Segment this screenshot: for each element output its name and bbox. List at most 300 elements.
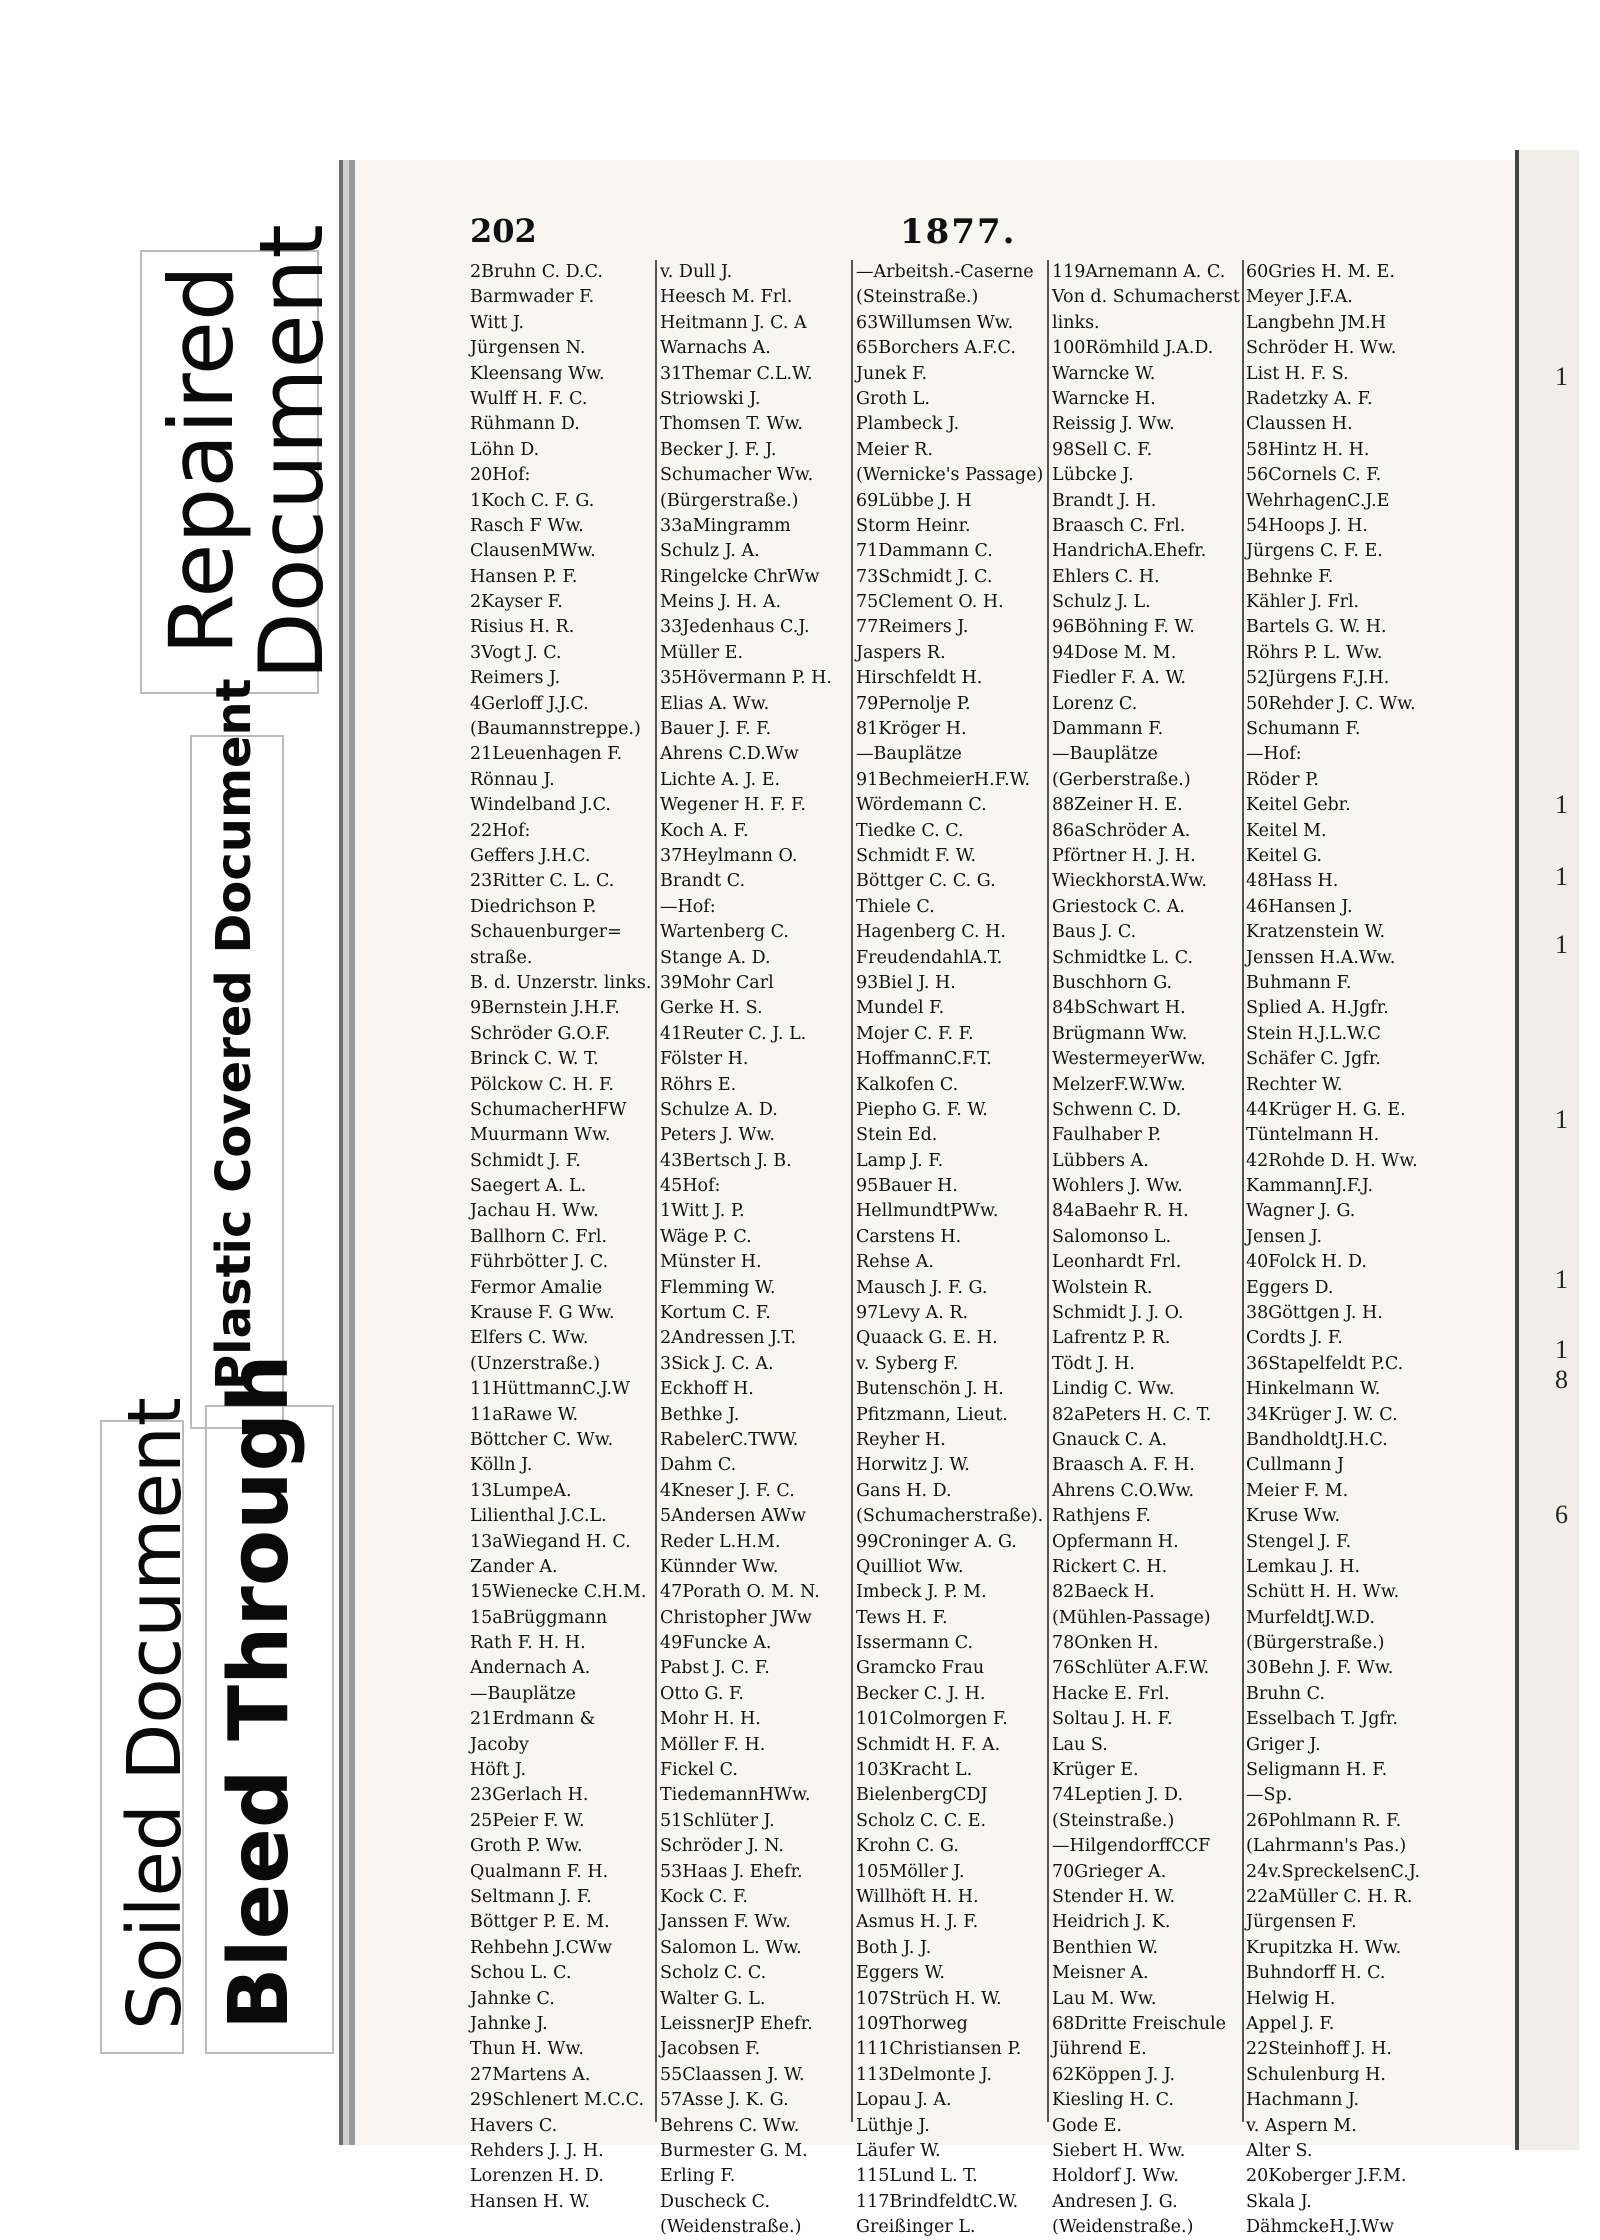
directory-entry: 33Jedenhaus C.J. <box>660 617 810 638</box>
directory-entry: Gnauck C. A. <box>1052 1429 1168 1450</box>
directory-entry: —Bauplätze <box>1052 744 1158 765</box>
directory-entry: (Steinstraße.) <box>856 287 979 308</box>
directory-entry: Thun H. Ww. <box>470 2039 584 2060</box>
directory-entry: Gramcko Frau <box>856 1658 985 1679</box>
directory-entry: Jensen J. <box>1246 1226 1323 1247</box>
directory-entry: Röhrs P. L. Ww. <box>1246 642 1383 663</box>
directory-entry: 11HüttmannC.J.W <box>470 1379 630 1400</box>
directory-entry: Becker J. F. J. <box>660 439 777 460</box>
directory-entry: B. d. Unzerstr. links. <box>470 972 652 993</box>
directory-entry: Wulff H. F. C. <box>470 388 588 409</box>
directory-entry: Kratzenstein W. <box>1246 922 1386 943</box>
directory-entry: —Hof: <box>1246 744 1302 765</box>
directory-entry: 62Köppen J. J. <box>1052 2064 1176 2085</box>
directory-entry: Jacoby <box>470 1734 529 1755</box>
directory-entry: Brügmann Ww. <box>1052 1023 1188 1044</box>
directory-entry: Bethke J. <box>660 1404 740 1425</box>
directory-entry: Hansen H. W. <box>470 2191 591 2212</box>
directory-entry: Lüthje J. <box>856 2115 930 2136</box>
directory-entry: Lindig C. Ww. <box>1052 1379 1175 1400</box>
directory-entry: RabelerC.TWW. <box>660 1429 799 1450</box>
directory-entry: Quaack G. E. H. <box>856 1328 998 1349</box>
directory-entry: v. Syberg F. <box>856 1353 959 1374</box>
directory-entry: Gode E. <box>1052 2115 1122 2136</box>
directory-entry: Führbötter J. C. <box>470 1252 609 1273</box>
directory-entry: Fermor Amalie <box>470 1277 603 1298</box>
directory-entry: Stengel J. F. <box>1246 1531 1352 1552</box>
directory-entry: Soltau J. H. F. <box>1052 1709 1173 1730</box>
directory-entry: 109Thorweg <box>856 2013 968 2034</box>
directory-entry: Bruhn C. <box>1246 1683 1325 1704</box>
directory-entry: Rehbehn J.CWw <box>470 1937 613 1958</box>
directory-entry: Jenssen H.A.Ww. <box>1246 947 1396 968</box>
directory-entry: Müller E. <box>660 642 744 663</box>
directory-entry: Elias A. Ww. <box>660 693 770 714</box>
directory-entry: Salomonso L. <box>1052 1226 1172 1247</box>
directory-entry: Scholz C. C. E. <box>856 1810 987 1831</box>
directory-entry: Diedrichson P. <box>470 896 597 917</box>
directory-entry: Christopher JWw <box>660 1607 812 1628</box>
directory-entry: Storm Heinr. <box>856 515 971 536</box>
directory-entry: Alter S. <box>1246 2140 1313 2161</box>
directory-entry: 23Ritter C. L. C. <box>470 871 615 892</box>
directory-entry: Appel J. F. <box>1246 2013 1335 2034</box>
directory-entry: Schauenburger= <box>470 922 622 943</box>
directory-entry: v. Dull J. <box>660 262 733 282</box>
directory-entry: Heesch M. Frl. <box>660 287 793 308</box>
directory-entry: Tödt J. H. <box>1052 1353 1135 1374</box>
directory-entry: Stein H.J.L.W.C <box>1246 1023 1381 1044</box>
directory-entry: (Weidenstraße.) <box>660 2217 802 2238</box>
directory-entry: Otto G. F. <box>660 1683 744 1704</box>
directory-entry: Muurmann Ww. <box>470 1125 611 1146</box>
directory-entry: Tiedke C. C. <box>856 820 964 841</box>
directory-entry: (Gerberstraße.) <box>1052 769 1191 790</box>
directory-entry: Lau S. <box>1052 1734 1108 1755</box>
directory-entry: 21Erdmann & <box>470 1709 596 1730</box>
directory-entry: 103Kracht L. <box>856 1760 973 1781</box>
directory-entry: 23Gerlach H. <box>470 1785 589 1806</box>
directory-entry: Quilliot Ww. <box>856 1556 964 1577</box>
directory-entry: Meyer J.F.A. <box>1246 287 1353 308</box>
directory-entry: Jürgensen F. <box>1246 1912 1357 1933</box>
directory-entry: 55Claassen J. W. <box>660 2064 805 2085</box>
directory-entry: Fickel C. <box>660 1760 738 1781</box>
directory-entry: Mojer C. F. F. <box>856 1023 974 1044</box>
directory-entry: 53Haas J. Ehefr. <box>660 1861 803 1882</box>
directory-entry: Burmester G. M. <box>660 2140 808 2161</box>
directory-entry: Opfermann H. <box>1052 1531 1179 1552</box>
directory-entry: Thiele C. <box>856 896 935 917</box>
directory-entry: HandrichA.Ehefr. <box>1052 541 1207 562</box>
directory-entry: Jürgensen N. <box>470 338 586 359</box>
directory-entry: Reyher H. <box>856 1429 946 1450</box>
directory-entry: Striowski J. <box>660 388 761 409</box>
directory-entry: WieckhorstA.Ww. <box>1052 871 1207 892</box>
directory-entry: Rehse A. <box>856 1252 934 1273</box>
directory-entry: Kock C. F. <box>660 1887 748 1907</box>
directory-entry: 88Zeiner H. E. <box>1052 795 1183 816</box>
directory-entry: Schmidt J. F. <box>470 1150 581 1171</box>
directory-entry: Mohr H. H. <box>660 1709 761 1730</box>
directory-entry: 82aPeters H. C. T. <box>1052 1404 1212 1425</box>
directory-entry: 115Lund L. T. <box>856 2166 978 2187</box>
directory-entry: (Wernicke's Passage) <box>856 465 1044 486</box>
directory-entry: 37Heylmann O. <box>660 845 798 866</box>
page-year: 1877. <box>900 212 1017 252</box>
directory-entry: 13aWiegand H. C. <box>470 1531 631 1552</box>
directory-entry: Havers C. <box>470 2115 558 2136</box>
directory-entry: Keitel Gebr. <box>1246 795 1351 816</box>
directory-entry: Wagner J. G. <box>1246 1201 1356 1222</box>
directory-entry: Wördemann C. <box>856 795 987 816</box>
directory-entry: (Bürgerstraße.) <box>660 490 799 511</box>
directory-entry: Schwenn C. D. <box>1052 1099 1182 1120</box>
directory-entry: 68Dritte Freischule <box>1052 2013 1226 2034</box>
directory-entry: Brinck C. W. T. <box>470 1049 599 1070</box>
directory-entry: Lübcke J. <box>1052 465 1134 486</box>
directory-entry: Faulhaber P. <box>1052 1125 1162 1146</box>
directory-entry: Piepho G. F. W. <box>856 1099 988 1120</box>
directory-entry: Windelband J.C. <box>470 795 611 816</box>
directory-entry: 38Göttgen J. H. <box>1246 1303 1383 1324</box>
directory-entry: v. Aspern M. <box>1246 2115 1357 2136</box>
directory-entry: Griestock C. A. <box>1052 896 1185 917</box>
label-repaired: Repaired <box>150 265 253 655</box>
directory-entry: Risius H. R. <box>470 617 575 638</box>
directory-entry: Lamp J. F. <box>856 1150 944 1171</box>
column-rule <box>1047 260 1049 2122</box>
directory-entry: Zander A. <box>470 1556 558 1577</box>
directory-entry: 2Andressen J.T. <box>660 1328 797 1349</box>
directory-entry: Hagenberg C. H. <box>856 922 1006 943</box>
directory-entry: Claussen H. <box>1246 414 1353 435</box>
directory-entry: 65Borchers A.F.C. <box>856 338 1016 359</box>
edge-number: 6 <box>1555 1500 1568 1529</box>
directory-entry: Jürgens C. F. E. <box>1246 541 1383 562</box>
directory-entry: Carstens H. <box>856 1226 962 1247</box>
edge-number: 1 <box>1555 1265 1568 1294</box>
directory-entry: Issermann C. <box>856 1633 974 1654</box>
directory-entry: Both J. J. <box>856 1937 932 1958</box>
directory-entry: 69Lübbe J. H <box>856 490 972 511</box>
directory-entry: Jahnke C. <box>470 1988 555 2009</box>
directory-entry: Brandt J. H. <box>1052 490 1157 511</box>
edge-number: 1 <box>1555 930 1568 959</box>
directory-entry: 111Christiansen P. <box>856 2039 1022 2060</box>
directory-entry: 3Sick J. C. A. <box>660 1353 774 1374</box>
directory-entry: Saegert A. L. <box>470 1176 587 1197</box>
directory-entry: Meins J. H. A. <box>660 592 782 613</box>
directory-entry: 13LumpeA. <box>470 1480 572 1501</box>
directory-entry: —Bauplätze <box>856 744 962 765</box>
directory-entry: Geffers J.H.C. <box>470 845 591 866</box>
directory-entry: Reimers J. <box>470 668 561 689</box>
directory-entry: Jachau H. Ww. <box>470 1201 599 1222</box>
directory-entry: FreudendahlA.T. <box>856 947 1003 968</box>
directory-entry: 50Rehder J. C. Ww. <box>1246 693 1416 714</box>
directory-entry: Schröder J. N. <box>660 1836 784 1857</box>
directory-entry: 1Koch C. F. G. <box>470 490 595 511</box>
directory-entry: 2Kayser F. <box>470 592 563 613</box>
directory-entry: Scholz C. C. <box>660 1963 767 1984</box>
directory-entry: 84aBaehr R. H. <box>1052 1201 1189 1222</box>
directory-entry: Braasch A. F. H. <box>1052 1455 1195 1476</box>
directory-entry: Schröder G.O.F. <box>470 1023 611 1044</box>
directory-entry: —HilgendorffCCF <box>1052 1836 1211 1857</box>
directory-entry: Langbehn JM.H <box>1246 312 1386 333</box>
directory-column-1 <box>470 260 652 2212</box>
directory-entry: 15Wienecke C.H.M. <box>470 1582 647 1603</box>
directory-entry: 29Schlenert M.C.C. <box>470 2090 645 2111</box>
directory-entry: 76Schlüter A.F.W. <box>1052 1658 1210 1679</box>
directory-entry: Elfers C. Ww. <box>470 1328 589 1349</box>
directory-entry: 41Reuter C. J. L. <box>660 1023 807 1044</box>
directory-entry: Esselbach T. Jgfr. <box>1246 1709 1398 1730</box>
directory-entry: Witt J. <box>470 312 525 333</box>
directory-entry: Wolstein R. <box>1052 1277 1153 1298</box>
directory-entry: Mundel F. <box>856 998 945 1019</box>
directory-column-5 <box>1246 260 1436 2238</box>
directory-entry: Böttcher C. Ww. <box>470 1429 614 1450</box>
directory-entry: 74Leptien J. D. <box>1052 1785 1184 1806</box>
directory-entry: (Schumacherstraße). <box>856 1506 1044 1527</box>
directory-entry: 117BrindfeldtC.W. <box>856 2191 1019 2212</box>
directory-entry: 60Gries H. M. E. <box>1246 262 1395 282</box>
directory-entry: Dahm C. <box>660 1455 737 1476</box>
edge-number: 1 <box>1555 862 1568 891</box>
directory-column-2 <box>660 260 850 2238</box>
directory-entry: Greißinger L. <box>856 2217 976 2238</box>
directory-entry: Lichte A. J. E. <box>660 769 781 790</box>
directory-entry: Meier F. M. <box>1246 1480 1349 1501</box>
directory-entry: 51Schlüter J. <box>660 1810 775 1831</box>
directory-entry: Künnder Ww. <box>660 1556 779 1577</box>
directory-entry: Heitmann J. C. A <box>660 312 807 333</box>
directory-entry: Wartenberg C. <box>660 922 789 943</box>
directory-entry: Hansen P. F. <box>470 566 578 587</box>
label-bleed-through: Bleed Through <box>212 1354 307 2030</box>
directory-entry: 11aRawe W. <box>470 1404 579 1425</box>
directory-entry: Behrens C. Ww. <box>660 2115 800 2136</box>
directory-entry: Tüntelmann H. <box>1246 1125 1380 1146</box>
directory-entry: Schulz J. L. <box>1052 592 1151 613</box>
directory-entry: WestermeyerWw. <box>1052 1049 1206 1070</box>
directory-entry: Kleensang Ww. <box>470 363 605 384</box>
directory-entry: LeissnerJP Ehefr. <box>660 2013 813 2034</box>
directory-entry: Rechter W. <box>1246 1074 1343 1095</box>
directory-entry: Fölster H. <box>660 1049 749 1070</box>
directory-entry: 39Mohr Carl <box>660 972 774 993</box>
directory-entry: 21Leuenhagen F. <box>470 744 623 765</box>
directory-entry: Stange A. D. <box>660 947 771 968</box>
label-plastic-covered: Plastic Covered Document <box>206 678 262 1390</box>
directory-entry: 36Stapelfeldt P.C. <box>1246 1353 1404 1374</box>
directory-entry: Pfitzmann, Lieut. <box>856 1404 1008 1425</box>
directory-entry: —Arbeitsh.-Caserne <box>856 262 1034 282</box>
directory-entry: Jaspers R. <box>856 642 946 663</box>
directory-entry: Eggers D. <box>1246 1277 1334 1298</box>
directory-entry: 77Reimers J. <box>856 617 969 638</box>
directory-entry: 4Kneser J. F. C. <box>660 1480 795 1501</box>
directory-entry: 20Koberger J.F.M. <box>1246 2166 1407 2187</box>
directory-entry: Rönnau J. <box>470 769 555 790</box>
directory-entry: 22Hof: <box>470 820 531 841</box>
directory-entry: Radetzky A. F. <box>1246 388 1373 409</box>
directory-entry: Jacobsen F. <box>660 2039 761 2060</box>
directory-entry: 4Gerloff J.J.C. <box>470 693 589 714</box>
directory-entry: Röhrs E. <box>660 1074 737 1095</box>
directory-entry: Löhn D. <box>470 439 540 460</box>
edge-number: 1 <box>1555 1105 1568 1134</box>
directory-entry: Krohn C. G. <box>856 1836 959 1857</box>
directory-entry: straße. <box>470 947 533 968</box>
directory-entry: 2Bruhn C. D.C. <box>470 262 603 282</box>
directory-entry: Helwig H. <box>1246 1988 1336 2009</box>
directory-entry: 63Willumsen Ww. <box>856 312 1014 333</box>
directory-entry: Schulenburg H. <box>1246 2064 1386 2085</box>
directory-entry: 33aMingramm <box>660 515 791 536</box>
directory-entry: Lilienthal J.C.L. <box>470 1506 607 1527</box>
directory-entry: Heidrich J. K. <box>1052 1912 1171 1933</box>
directory-entry: Lorenzen H. D. <box>470 2166 604 2187</box>
directory-entry: Hacke E. Frl. <box>1052 1683 1170 1704</box>
directory-entry: 119Arnemann A. C. <box>1052 262 1226 282</box>
directory-entry: 31Themar C.L.W. <box>660 363 813 384</box>
directory-entry: Rickert C. H. <box>1052 1556 1168 1577</box>
directory-entry: Schumacher Ww. <box>660 465 814 486</box>
directory-entry: 91BechmeierH.F.W. <box>856 769 1031 790</box>
directory-entry: Lau M. Ww. <box>1052 1988 1157 2009</box>
directory-entry: SchumacherHFW <box>470 1099 627 1120</box>
directory-entry: Schütt H. H. Ww. <box>1246 1582 1400 1603</box>
directory-entry: Wohlers J. Ww. <box>1052 1176 1183 1197</box>
directory-entry: Röder P. <box>1246 769 1319 790</box>
directory-entry: 34Krüger J. W. C. <box>1246 1404 1398 1425</box>
directory-entry: 9Bernstein J.H.F. <box>470 998 620 1019</box>
directory-entry: 57Asse J. K. G. <box>660 2090 789 2111</box>
directory-entry: 27Martens A. <box>470 2064 591 2085</box>
label-soiled: Soiled Document <box>112 1397 198 2030</box>
directory-entry: HellmundtPWw. <box>856 1201 999 1222</box>
directory-entry: Rühmann D. <box>470 414 580 435</box>
directory-entry: Kortum C. F. <box>660 1303 771 1324</box>
directory-entry: Möller F. H. <box>660 1734 766 1755</box>
directory-entry: Behnke F. <box>1246 566 1334 587</box>
directory-entry: Jahnke J. <box>470 2013 548 2034</box>
directory-entry: 54Hoops J. H. <box>1246 515 1368 536</box>
directory-entry: 97Levy A. R. <box>856 1303 969 1324</box>
directory-entry: Böttger C. C. G. <box>856 871 996 892</box>
directory-entry: Pabst J. C. F. <box>660 1658 770 1679</box>
directory-entry: Duscheck C. <box>660 2191 771 2212</box>
directory-entry: BandholdtJ.H.C. <box>1246 1429 1388 1450</box>
directory-entry: 107Strüch H. W. <box>856 1988 1002 2009</box>
directory-entry: Krüger E. <box>1052 1760 1139 1781</box>
directory-entry: 3Vogt J. C. <box>470 642 562 663</box>
directory-entry: Junek F. <box>856 363 928 384</box>
directory-entry: 113Delmonte J. <box>856 2064 992 2085</box>
directory-entry: 95Bauer H. <box>856 1176 958 1197</box>
directory-entry: Tews H. F. <box>856 1607 948 1628</box>
directory-entry: Skala J. <box>1246 2191 1312 2212</box>
directory-entry: ClausenMWw. <box>470 541 596 562</box>
directory-entry: 81Kröger H. <box>856 719 967 740</box>
directory-entry: Pförtner H. J. H. <box>1052 845 1196 866</box>
directory-entry: Barmwader F. <box>470 287 595 308</box>
directory-entry: Warncke H. <box>1052 388 1156 409</box>
directory-entry: Groth L. <box>856 388 930 409</box>
directory-entry: Warncke W. <box>1052 363 1156 384</box>
label-repaired-document: Document <box>240 224 343 680</box>
directory-entry: Kalkofen C. <box>856 1074 959 1095</box>
directory-entry: MelzerF.W.Ww. <box>1052 1074 1186 1095</box>
directory-entry: 79Pernolje P. <box>856 693 971 714</box>
directory-entry: Lopau J. A. <box>856 2090 952 2111</box>
directory-entry: Stender H. W. <box>1052 1887 1176 1907</box>
directory-entry: Willhöft H. H. <box>856 1887 979 1907</box>
directory-entry: Walter G. L. <box>660 1988 766 2009</box>
directory-entry: Hirschfeldt H. <box>856 668 983 689</box>
directory-entry: 48Hass H. <box>1246 871 1339 892</box>
directory-entry: Becker C. J. H. <box>856 1683 986 1704</box>
directory-entry: BielenbergCDJ <box>856 1785 988 1806</box>
column-rule <box>655 260 657 2122</box>
directory-entry: Griger J. <box>1246 1734 1321 1755</box>
directory-entry: Seligmann H. F. <box>1246 1760 1388 1781</box>
directory-entry: (Mühlen-Passage) <box>1052 1607 1211 1628</box>
directory-entry: Dammann F. <box>1052 719 1164 740</box>
directory-entry: Stein Ed. <box>856 1125 938 1146</box>
directory-entry: 105Möller J. <box>856 1861 965 1882</box>
directory-entry: 26Pohlmann R. F. <box>1246 1810 1402 1831</box>
directory-entry: —Sp. <box>1246 1785 1293 1806</box>
directory-entry: 30Behn J. F. Ww. <box>1246 1658 1394 1679</box>
directory-entry: 15aBrüggmann <box>470 1607 608 1628</box>
directory-entry: 94Dose M. M. <box>1052 642 1177 663</box>
directory-entry: Ringelcke ChrWw <box>660 566 820 587</box>
directory-entry: Läufer W. <box>856 2140 941 2161</box>
directory-entry: 82Baeck H. <box>1052 1582 1155 1603</box>
directory-entry: 25Peier F. W. <box>470 1810 585 1831</box>
directory-entry: Eggers W. <box>856 1963 945 1984</box>
directory-entry: Von d. Schumacherst <box>1052 287 1240 308</box>
directory-entry: Schmidt F. W. <box>856 845 977 866</box>
directory-entry: 75Clement O. H. <box>856 592 1004 613</box>
directory-entry: Kähler J. Frl. <box>1246 592 1360 613</box>
directory-column-4 <box>1052 260 1242 2238</box>
directory-entry: WehrhagenC.J.E <box>1246 490 1390 511</box>
directory-entry: 46Hansen J. <box>1246 896 1353 917</box>
directory-entry: Schröder H. Ww. <box>1246 338 1397 359</box>
directory-entry: Warnachs A. <box>660 338 771 359</box>
directory-entry: Reder L.H.M. <box>660 1531 781 1552</box>
directory-entry: 86aSchröder A. <box>1052 820 1191 841</box>
directory-entry: Buhmann F. <box>1246 972 1352 993</box>
directory-entry: 24v.SpreckelsenC.J. <box>1246 1861 1421 1882</box>
directory-entry: HoffmannC.F.T. <box>856 1049 992 1070</box>
directory-entry: Hachmann J. <box>1246 2090 1360 2111</box>
directory-entry: Lorenz C. <box>1052 693 1138 714</box>
directory-entry: TiedemannHWw. <box>660 1785 811 1806</box>
column-rule <box>851 260 853 2122</box>
directory-entry: Baus J. C. <box>1052 922 1137 943</box>
directory-entry: Qualmann F. H. <box>470 1861 609 1882</box>
directory-entry: 43Bertsch J. B. <box>660 1150 792 1171</box>
directory-entry: 20Hof: <box>470 465 531 486</box>
directory-entry: 52Jürgens F.J.H. <box>1246 668 1390 689</box>
edge-number: 1 <box>1555 790 1568 819</box>
